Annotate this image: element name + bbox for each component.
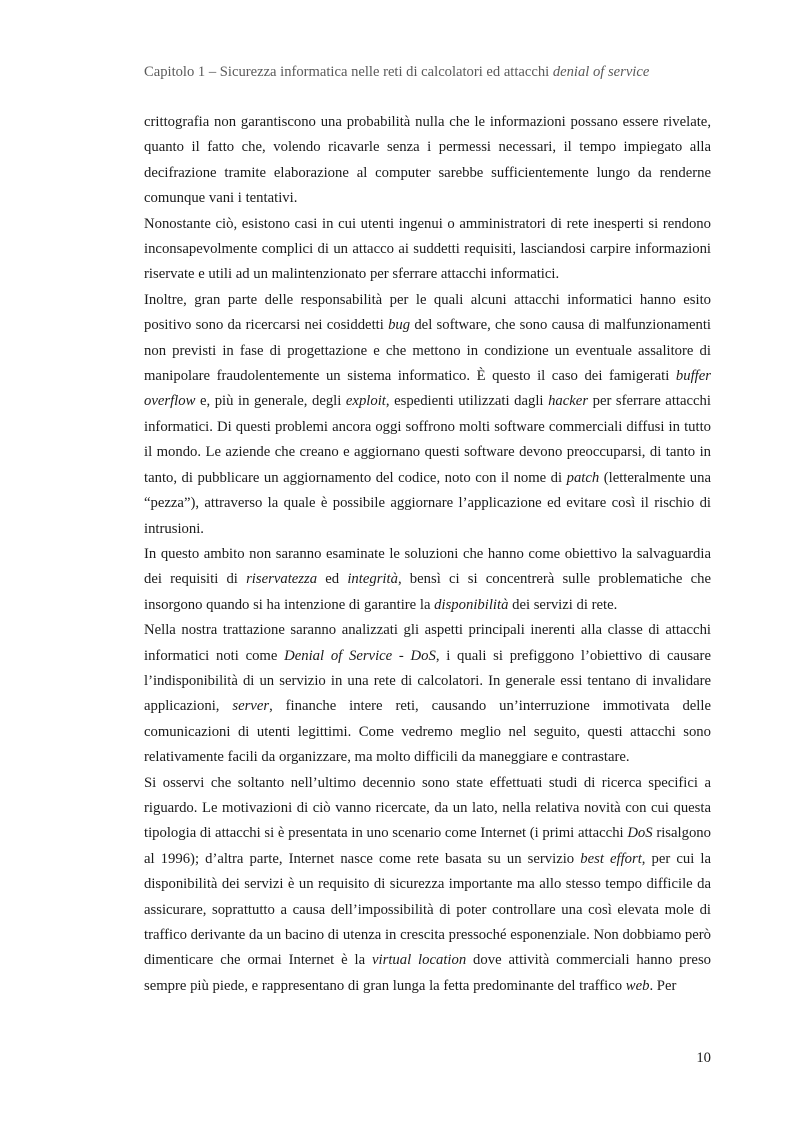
text-run: , bensì ci si concentrerà sulle problematiche che insorgono quando si ha intenzione di garantire la — [144, 571, 711, 613]
body-paragraph — [144, 618, 711, 770]
body-paragraph — [144, 771, 711, 1000]
italic-term: hacker — [548, 393, 589, 410]
text-run: per sferrare attacchi informatici. Di questi problemi ancora oggi soffrono molti software commerciali diffusi in tutto il mondo. Le aziende che creano e aggiornano questi software devono preoccuparsi, di tanto in tanto, di pubblicare un aggiornamento del codice, noto con il nome di — [144, 393, 711, 486]
text-run: (letteralmente una “pezza”), attraverso la quale è possibile aggiornare l’applicazione ed evitare così il rischio di intrusioni. — [144, 469, 711, 537]
text-run: dove attività commerciali hanno preso sempre più piede, e rappresentano di gran lunga la fetta predominante del traffico — [144, 952, 712, 994]
italic-term: disponibilità — [434, 596, 509, 613]
running-header — [144, 64, 654, 81]
text-run: , espedienti utilizzati dagli — [385, 393, 549, 410]
body-paragraph — [144, 212, 711, 288]
body-paragraph — [144, 542, 711, 618]
text-run: In questo ambito non saranno esaminate le soluzioni che hanno come obiettivo la salvaguardia dei requisiti di — [144, 545, 711, 588]
body-text — [144, 110, 711, 999]
italic-term: web — [625, 977, 650, 994]
body-paragraph — [144, 288, 711, 542]
text-run: , finanche intere reti, causando un’interruzione immotivata delle comunicazioni di utenti legittimi. Come vedremo meglio nel seguito, questi attacchi sono relativamente facili da organizzare, ma molto difficili da maneggiare e contrastare. — [144, 698, 711, 766]
italic-term: best effort — [580, 850, 642, 867]
text-run: Nella nostra trattazione saranno analizzati gli aspetti principali inerenti alla classe di attacchi informatici noti come — [144, 622, 711, 664]
text-run: . Per — [649, 977, 677, 994]
italic-term: integrità — [347, 571, 398, 588]
header-chapter-topic: denial of service — [552, 64, 650, 80]
italic-term: server — [232, 698, 270, 715]
italic-term: Denial of Service - DoS — [284, 647, 436, 664]
text-run: del software, che sono causa di malfunzionamenti non previsti in fase di progettazione e che mettono in condizione un eventuale assalitore di manipolare fraudolentemente un sistema informatico. È questo il caso dei famigerati — [144, 317, 711, 385]
page-number: 10 — [696, 1050, 711, 1066]
italic-term: patch — [566, 469, 600, 486]
text-run: , per cui la disponibilità dei servizi è un requisito di sicurezza importante ma allo stesso tempo difficile da assicurare, soprattutto a causa dell’impossibilità di poter controllare una così elevata mole di traffico derivante da un bacino di utenza in crescita pressoché esponenziale. Non dobbiamo però dimenticare che ormai Internet è la — [144, 850, 711, 969]
italic-term: DoS — [627, 825, 653, 842]
text-run: Inoltre, gran parte delle responsabilità per le quali alcuni attacchi informatici hanno esito positivo sono da ricercarsi nei cosiddetti — [144, 291, 711, 334]
body-paragraph — [144, 110, 711, 212]
italic-term: riservatezza — [246, 571, 318, 588]
header-chapter-title: Capitolo 1 – Sicurezza informatica nelle reti di calcolatori ed attacchi — [144, 64, 553, 80]
text-run: risalgono al 1996); d’altra parte, Internet nasce come rete basata su un servizio — [144, 825, 711, 867]
italic-term: bug — [388, 317, 411, 334]
italic-term: virtual location — [372, 952, 467, 969]
italic-term: buffer overflow — [144, 368, 711, 410]
text-run: ed — [317, 571, 348, 588]
text-run: crittografia non garantiscono una probabilità nulla che le informazioni possano essere rivelate, quanto il fatto che, volendo ricavarle senza i permessi necessari, il tempo impiegato alla decifrazione tramite elaborazione al computer sarebbe sufficientemente lungo da renderne comunque vani i tentativi. — [144, 114, 711, 207]
text-run: Nonostante ciò, esistono casi in cui utenti ingenui o amministratori di rete inesperti si rendono inconsapevolmente complici di un attacco ai suddetti requisiti, lasciandosi carpire informazioni riservate e utili ad un malintenzionato per sferrare attacchi informatici. — [144, 215, 711, 283]
text-run: dei servizi di rete. — [508, 596, 618, 613]
italic-term: exploit — [345, 393, 386, 410]
text-run: Si osservi che soltanto nell’ultimo decennio sono state effettuati studi di ricerca specifici a riguardo. Le motivazioni di ciò vanno ricercate, da un lato, nella relativa novità con cui questa tipologia di attacchi si è presentata in uno scenario come Internet (i primi attacchi — [144, 774, 711, 842]
text-run: , i quali si prefiggono l’obiettivo di causare l’indisponibilità di un servizio in una rete di calcolatori. In generale essi tentano di invalidare applicazioni, — [144, 647, 711, 715]
text-run: e, più in generale, degli — [195, 393, 346, 410]
